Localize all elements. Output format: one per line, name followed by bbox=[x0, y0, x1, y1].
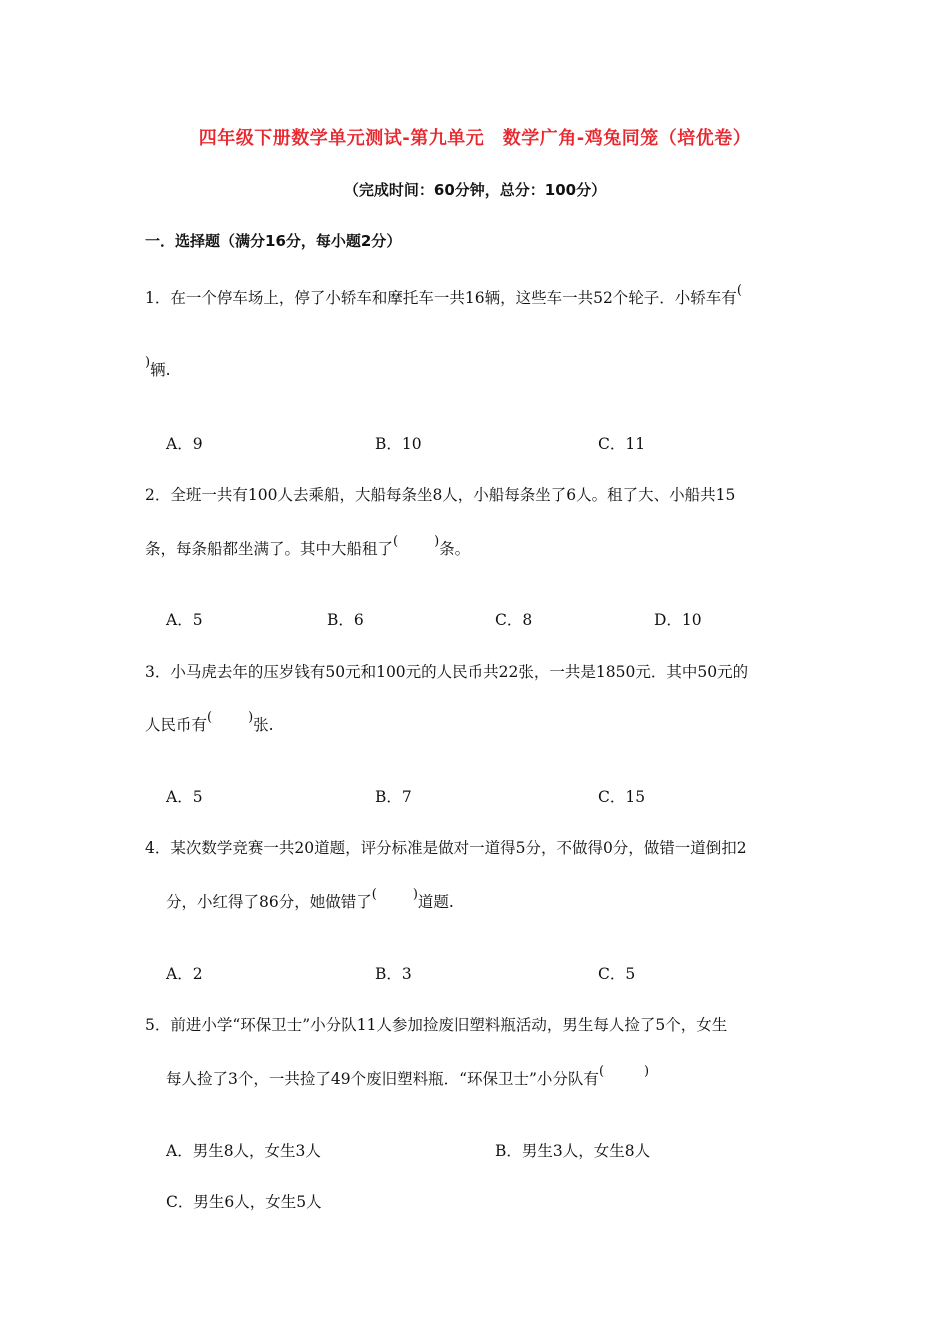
option-2b: B．6 bbox=[327, 611, 364, 629]
question-4-text-end: 道题. bbox=[417, 893, 454, 911]
question-3-line-2 bbox=[145, 710, 274, 735]
answer-open-paren: ( bbox=[598, 1064, 605, 1079]
answer-close-paren: ) bbox=[644, 1064, 650, 1079]
question-5-line-1: 5．前进小学“环保卫士”小分队11人参加捡废旧塑料瓶活动，男生每人捡了5个，女生 bbox=[145, 1016, 728, 1034]
question-4-line-2 bbox=[166, 887, 454, 912]
section-heading: 一．选择题（满分16分，每小题2分） bbox=[145, 232, 402, 250]
option-3b: B．7 bbox=[375, 788, 412, 806]
answer-close-paren: ) bbox=[434, 534, 440, 549]
question-1-text: 1．在一个停车场上，停了小轿车和摩托车一共16辆，这些车一共52个轮子．小轿车有 bbox=[145, 289, 737, 307]
option-3c: C．15 bbox=[598, 788, 646, 806]
question-2-text: 条，每条船都坐满了。其中大船租了 bbox=[145, 540, 394, 558]
answer-open-paren: ( bbox=[393, 534, 399, 549]
answer-open-paren: ( bbox=[371, 887, 377, 902]
answer-close-paren: ) bbox=[412, 887, 418, 902]
option-1a: A．9 bbox=[166, 435, 203, 453]
question-4-line-1: 4．某次数学竞赛一共20道题，评分标准是做对一道得5分，不做得0分，做错一道倒扣2 bbox=[145, 839, 747, 857]
option-2d: D．10 bbox=[654, 611, 702, 629]
question-3-text-end: 张. bbox=[253, 716, 274, 734]
question-2-line-1: 2．全班一共有100人去乘船，大船每条坐8人，小船每条坐了6人。租了大、小船共15 bbox=[145, 486, 736, 504]
option-4a: A．2 bbox=[166, 965, 203, 983]
option-1c: C．11 bbox=[598, 435, 646, 453]
question-2-line-2 bbox=[145, 534, 471, 559]
option-2c: C．8 bbox=[495, 611, 533, 629]
option-3a: A．5 bbox=[166, 788, 203, 806]
answer-close-paren: ) bbox=[248, 710, 254, 725]
option-5b: B．男生3人，女生8人 bbox=[495, 1142, 651, 1160]
option-5a: A．男生8人，女生3人 bbox=[166, 1142, 321, 1160]
question-4-text: 分，小红得了86分，她做错了 bbox=[166, 893, 372, 911]
question-3-text: 人民币有 bbox=[145, 716, 208, 734]
option-1b: B．10 bbox=[375, 435, 422, 453]
question-2-text-end: 条。 bbox=[439, 540, 471, 558]
question-5-text: 每人捡了3个，一共捡了49个废旧塑料瓶．“环保卫士”小分队有 bbox=[166, 1070, 599, 1088]
question-1-line-2 bbox=[145, 355, 171, 380]
question-5-line-2 bbox=[166, 1064, 650, 1089]
answer-open-paren: ( bbox=[207, 710, 213, 725]
option-4c: C．5 bbox=[598, 965, 636, 983]
option-2a: A．5 bbox=[166, 611, 203, 629]
page-title: 四年级下册数学单元测试-第九单元 数学广角-鸡兔同笼（培优卷） bbox=[198, 128, 752, 149]
question-1-line-1 bbox=[145, 283, 742, 308]
answer-close-paren: ) bbox=[145, 355, 151, 370]
question-3-line-1: 3．小马虎去年的压岁钱有50元和100元的人民币共22张，一共是1850元．其中50元的 bbox=[145, 663, 749, 681]
question-1-text-end: 辆. bbox=[150, 361, 171, 379]
exam-info: （完成时间：60分钟，总分：100分） bbox=[343, 181, 607, 199]
option-5c: C．男生6人，女生5人 bbox=[166, 1193, 322, 1211]
option-4b: B．3 bbox=[375, 965, 412, 983]
answer-open-paren: ( bbox=[736, 283, 742, 298]
